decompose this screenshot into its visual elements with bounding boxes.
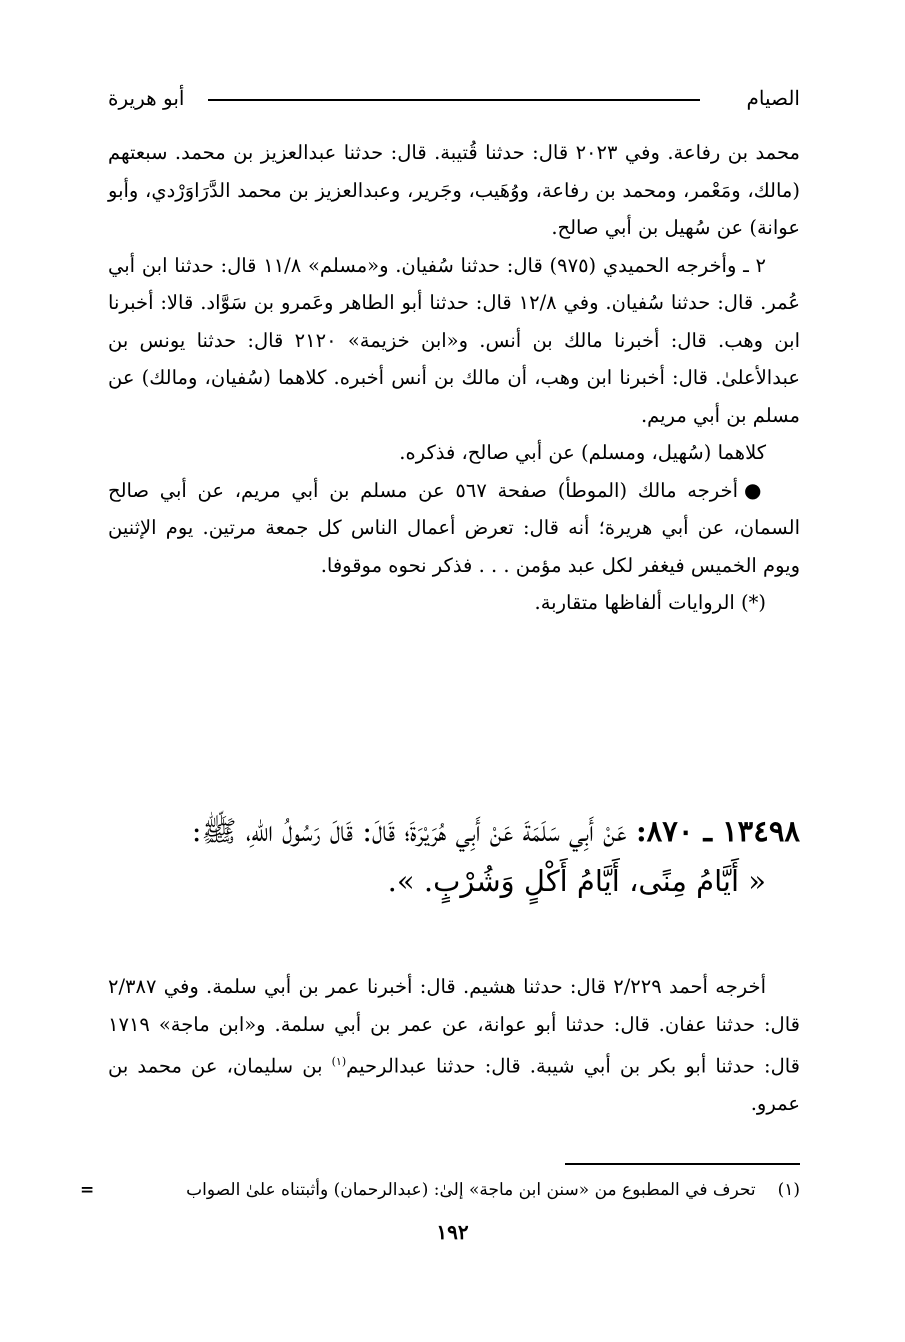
paragraph-malik: [108, 472, 800, 585]
footnote-number: (١): [777, 1180, 800, 1200]
footnote-rule: [565, 1163, 800, 1165]
main-text-bottom: [108, 968, 800, 1123]
paragraph-continued: محمد بن رفاعة. وفي ٢٠٢٣ قال: حدثنا قُتيبة. قال: حدثنا عبدالعزيز بن محمد. سبعتهم (مالك، ومَعْمر، ومحمد بن رفاعة، ووُهَيب، وجَرير، وعبدالعزيز بن محمد الدَّرَاوَرْدي، وأبو عوانة) عن سُهيل بن أبي صالح.: [108, 141, 800, 239]
takhrij-text-a: أخرجه أحمد ٢/٢٢٩ قال: حدثنا هشيم. قال: أخبرنا عمر بن أبي سلمة. وفي ٢/٣٨٧ قال: حدثنا عفان. قال: حدثنا أبو عوانة، عن عمر بن أبي سلمة. و«ابن ماجة» ١٧١٩ قال: حدثنا أبو بكر بن أبي شيبة. قال: حدثنا عبدالرحيم: [108, 975, 800, 1078]
page-number: ١٩٢: [436, 1220, 469, 1244]
running-header: [108, 86, 800, 116]
hadith-intro: عَنْ أَبِي سَلَمَةَ عَنْ أَبِي هُرَيْرَةَ؛ قَالَ: قَالَ رَسُولُ اللهِ، ﷺ:: [191, 814, 627, 848]
hadith-text: « أَيَّامُ مِنًى، أَيَّامُ أَكْلٍ وَشُرْبٍ. ».: [387, 864, 766, 898]
footnote-ref: (١): [331, 1055, 347, 1068]
footnote: [80, 1177, 800, 1203]
bullet-icon: ●: [744, 477, 766, 502]
takhrij-text-b: بن سليمان، عن محمد بن عمرو.: [108, 1054, 800, 1115]
chapter-title: الصيام: [746, 86, 800, 110]
narrator-title: أبو هريرة: [108, 86, 185, 110]
note-narrations: (*) الروايات ألفاظها متقاربة.: [534, 591, 766, 614]
paragraph-2: ٢ ـ وأخرجه الحميدي (٩٧٥) قال: حدثنا سُفيان. و«مسلم» ١١/٨ قال: حدثنا ابن أبي عُمر. قال: حدثنا سُفيان. وفي ١٢/٨ قال: حدثنا أبو الطاهر وعَمرو بن سَوَّاد. قالا: أخبرنا ابن وهب. قال: أخبرنا مالك بن أنس. و«ابن خزيمة» ٢١٢٠ قال: حدثنا يونس بن عبدالأعلىٰ. قال: أخبرنا ابن وهب، أن مالك بن أنس أخبره. كلاهما (سُفيان، ومالك) عن مسلم بن أبي مريم.: [108, 253, 800, 427]
paragraph-both: كلاهما (سُهيل، ومسلم) عن أبي صالح، فذكره.: [399, 441, 766, 464]
hadith-block: [108, 806, 800, 906]
footnote-continuation-mark: =: [80, 1180, 95, 1200]
header-rule: [208, 99, 700, 101]
paragraph-malik-text: أخرجه مالك (الموطأ) صفحة ٥٦٧ عن مسلم بن أبي مريم، عن أبي صالح السمان، عن أبي هريرة؛ أنه قال: تعرض أعمال الناس كل جمعة مرتين. يوم الإثنين ويوم الخميس فيغفر لكل عبد مؤمن . . . فذكر نحوه موقوفا.: [108, 478, 800, 577]
paragraph-takhrij: [108, 968, 800, 1123]
main-text-top: [108, 134, 800, 622]
hadith-heading: [108, 806, 800, 856]
footnote-text: تحرف في المطبوع من «سنن ابن ماجة» إلىٰ: (عبدالرحمان) وأثبتناه علىٰ الصواب: [186, 1180, 756, 1200]
hadith-number: ١٣٤٩٨ ـ ٨٧٠:: [635, 814, 800, 848]
